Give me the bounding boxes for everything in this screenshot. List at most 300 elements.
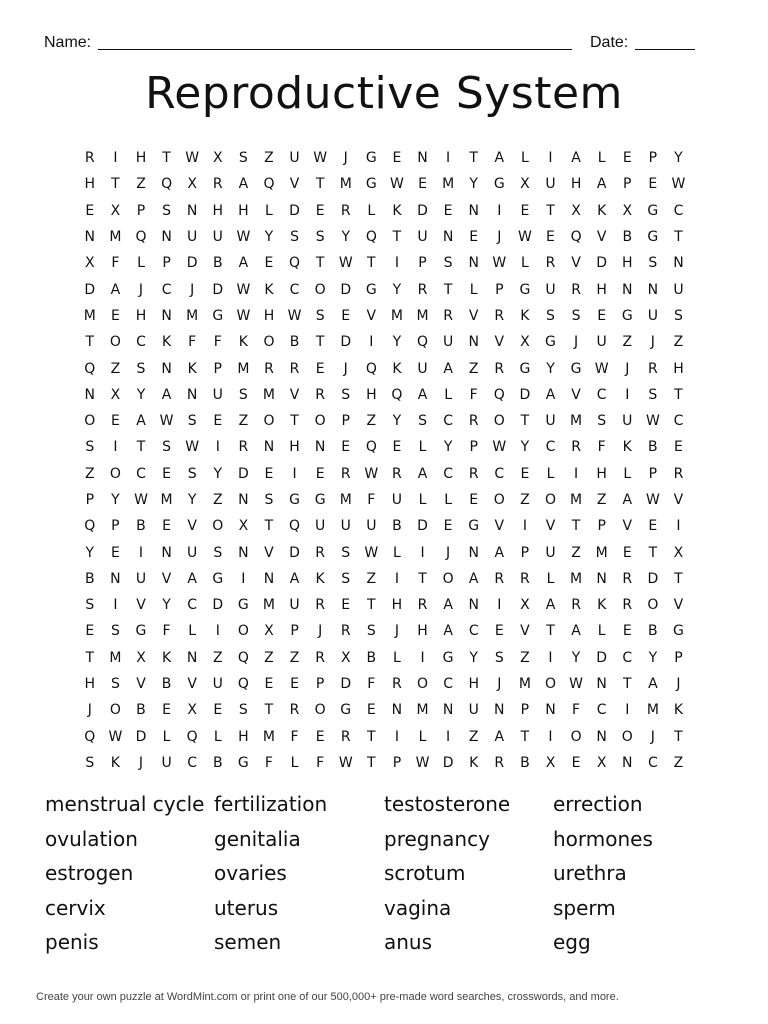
grid-letter: C — [673, 202, 684, 219]
grid-letter: P — [341, 413, 350, 430]
grid-letter: E — [494, 623, 504, 640]
grid-letter: Q — [289, 255, 301, 272]
grid-letter: Q — [161, 176, 173, 193]
grid-letter: R — [417, 597, 428, 614]
grid-letter: X — [340, 649, 351, 666]
grid-letter: M — [262, 728, 275, 745]
grid-letter: E — [315, 465, 325, 482]
grid-letter: P — [111, 518, 120, 535]
grid-letter: R — [468, 465, 479, 482]
grid-letter: C — [187, 754, 198, 771]
grid-letter: T — [648, 544, 658, 561]
grid-letter: I — [625, 386, 630, 403]
grid-letter: V — [520, 623, 530, 640]
grid-letter: M — [109, 229, 122, 246]
grid-row — [77, 198, 692, 224]
grid-letter: G — [647, 202, 659, 219]
grid-letter: W — [645, 413, 660, 430]
grid-letter: J — [446, 544, 451, 561]
grid-letter: Z — [366, 570, 377, 587]
grid-letter: W — [594, 360, 609, 377]
grid-letter: R — [494, 360, 505, 377]
grid-letter: G — [493, 176, 505, 193]
grid-letter: D — [596, 649, 608, 666]
grid-letter: W — [313, 150, 328, 167]
grid-letter: K — [161, 649, 172, 666]
grid-letter: D — [417, 518, 428, 535]
grid-letter: Y — [392, 413, 402, 430]
grid-letter: E — [110, 544, 120, 561]
grid-letter: Q — [84, 518, 96, 535]
grid-letter: A — [468, 570, 479, 587]
grid-letter: J — [497, 229, 502, 246]
grid-letter: E — [443, 518, 453, 535]
grid-letter: B — [136, 518, 146, 535]
grid-letter: E — [622, 544, 632, 561]
grid-letter: C — [622, 649, 633, 666]
grid-letter: C — [136, 465, 146, 482]
grid-letter: X — [520, 334, 530, 351]
grid-letter: W — [415, 754, 430, 771]
grid-letter: N — [442, 229, 454, 246]
grid-letter: I — [676, 518, 681, 535]
grid-letter: D — [417, 202, 428, 219]
grid-letter: Z — [136, 176, 146, 193]
grid-letter: K — [520, 307, 530, 324]
grid-letter: E — [290, 676, 299, 693]
grid-letter: T — [520, 413, 530, 430]
grid-letter: O — [109, 702, 121, 719]
grid-letter: H — [622, 255, 633, 272]
grid-letter: I — [138, 544, 144, 561]
grid-letter: A — [443, 623, 453, 640]
grid-letter: T — [443, 281, 453, 298]
grid-letter: P — [597, 518, 606, 535]
grid-letter: E — [315, 360, 325, 377]
grid-letter: Y — [469, 649, 478, 666]
grid-letter: L — [265, 202, 273, 219]
grid-letter: X — [622, 202, 633, 219]
grid-letter: N — [647, 281, 659, 298]
grid-letter: N — [314, 439, 326, 456]
grid-letter: W — [671, 176, 686, 193]
grid-letter: N — [161, 544, 172, 561]
grid-letter: S — [85, 754, 95, 771]
grid-letter: A — [571, 150, 581, 167]
grid-letter: E — [392, 439, 402, 456]
grid-letter: E — [85, 202, 95, 219]
grid-letter: Y — [136, 386, 146, 403]
grid-letter: O — [109, 465, 121, 482]
grid-letter: V — [136, 676, 146, 693]
grid-letter: Y — [85, 544, 95, 561]
grid-letter: G — [519, 281, 531, 298]
grid-letter: B — [212, 754, 223, 771]
grid-row — [77, 671, 692, 697]
grid-letter: M — [262, 597, 275, 614]
grid-letter: E — [418, 176, 427, 193]
grid-letter: R — [84, 150, 95, 167]
grid-letter: O — [621, 728, 633, 745]
grid-letter: J — [87, 702, 92, 719]
grid-letter: X — [110, 202, 121, 219]
grid-letter: T — [571, 518, 581, 535]
grid-letter: G — [237, 597, 249, 614]
grid-letter: O — [212, 518, 224, 535]
grid-letter: N — [186, 649, 198, 666]
grid-letter: E — [571, 754, 581, 771]
grid-letter: X — [85, 255, 95, 272]
grid-letter: U — [545, 176, 556, 193]
grid-letter: E — [264, 465, 274, 482]
grid-letter: O — [263, 413, 275, 430]
grid-letter: Y — [213, 465, 223, 482]
grid-letter: R — [545, 255, 556, 272]
grid-letter: S — [674, 307, 683, 324]
grid-letter: R — [494, 307, 505, 324]
grid-letter: N — [161, 360, 172, 377]
grid-letter: O — [109, 334, 121, 351]
grid-letter: B — [366, 649, 377, 666]
grid-letter: E — [648, 176, 658, 193]
grid-letter: Z — [673, 754, 684, 771]
grid-letter: G — [237, 754, 249, 771]
grid-letter: A — [494, 728, 505, 745]
grid-letter: Q — [391, 386, 403, 403]
grid-letter: X — [520, 176, 530, 193]
grid-row — [77, 513, 692, 539]
grid-letter: E — [469, 229, 479, 246]
grid-letter: H — [135, 307, 147, 324]
grid-letter: A — [161, 386, 172, 403]
word-list-item: estrogen — [45, 861, 134, 886]
grid-letter: Q — [263, 176, 275, 193]
grid-letter: R — [494, 754, 505, 771]
grid-letter: I — [446, 150, 451, 167]
grid-letter: S — [213, 544, 223, 561]
grid-letter: F — [290, 728, 299, 745]
word-list-item: cervix — [45, 895, 106, 920]
grid-letter: Z — [212, 649, 223, 666]
grid-letter: N — [545, 702, 556, 719]
grid-letter: E — [341, 597, 351, 614]
grid-letter: L — [213, 728, 222, 745]
grid-letter: K — [264, 281, 274, 298]
grid-letter: E — [162, 518, 171, 535]
grid-letter: P — [162, 255, 171, 272]
grid-letter: R — [443, 307, 453, 324]
grid-letter: O — [544, 676, 556, 693]
grid-letter: Z — [264, 649, 274, 666]
grid-letter: S — [110, 623, 120, 640]
grid-letter: K — [622, 439, 632, 456]
grid-letter: D — [135, 728, 147, 745]
grid-letter: T — [315, 255, 325, 272]
grid-letter: Q — [237, 676, 249, 693]
grid-letter: O — [417, 676, 429, 693]
grid-letter: Z — [673, 334, 684, 351]
grid-letter: W — [134, 492, 148, 508]
grid-letter: Z — [468, 728, 479, 745]
grid-letter: F — [111, 255, 120, 272]
grid-row — [77, 750, 692, 776]
grid-letter: V — [187, 518, 197, 535]
grid-letter: V — [494, 518, 505, 535]
grid-letter: R — [392, 465, 402, 482]
grid-letter: K — [315, 570, 325, 587]
grid-letter: O — [84, 413, 96, 430]
grid-letter: K — [597, 202, 607, 219]
grid-letter: G — [289, 492, 300, 508]
grid-letter: I — [548, 150, 553, 167]
grid-letter: L — [188, 623, 197, 640]
grid-letter: I — [497, 597, 502, 614]
grid-letter: A — [417, 386, 428, 403]
grid-letter: E — [392, 150, 402, 167]
grid-letter: G — [365, 150, 377, 167]
grid-letter: D — [340, 334, 352, 351]
grid-letter: F — [367, 676, 376, 693]
grid-row — [77, 224, 692, 250]
grid-letter: R — [647, 360, 658, 377]
grid-letter: M — [109, 649, 122, 666]
grid-letter: S — [341, 570, 351, 587]
grid-letter: R — [315, 649, 325, 666]
grid-letter: J — [676, 676, 681, 693]
grid-letter: R — [571, 439, 581, 456]
grid-letter: R — [289, 702, 300, 719]
grid-letter: I — [497, 202, 502, 219]
grid-letter: I — [394, 255, 399, 272]
grid-letter: N — [596, 570, 607, 587]
grid-letter: C — [443, 465, 453, 482]
grid-letter: I — [369, 334, 374, 351]
grid-letter: M — [339, 492, 352, 508]
grid-letter: Y — [571, 649, 581, 666]
grid-letter: N — [417, 150, 428, 167]
grid-letter: R — [622, 570, 633, 587]
grid-letter: W — [517, 229, 532, 246]
grid-letter: U — [417, 229, 428, 246]
grid-letter: A — [596, 176, 607, 193]
grid-letter: W — [185, 150, 200, 167]
grid-letter: R — [673, 465, 684, 482]
grid-letter: P — [520, 702, 530, 719]
grid-row — [77, 461, 692, 487]
grid-letter: W — [492, 255, 507, 272]
grid-letter: K — [187, 360, 197, 377]
grid-letter: D — [289, 544, 300, 561]
grid-letter: Y — [648, 649, 658, 666]
grid-letter: R — [315, 386, 325, 403]
grid-letter: W — [492, 439, 507, 456]
grid-letter: K — [469, 754, 479, 771]
grid-letter: N — [673, 255, 684, 272]
grid-letter: D — [237, 465, 249, 482]
grid-letter: I — [420, 649, 425, 666]
grid-letter: P — [290, 623, 299, 640]
grid-letter: B — [648, 623, 658, 640]
grid-letter: P — [520, 544, 530, 561]
grid-row — [77, 697, 692, 723]
grid-letter: T — [136, 439, 146, 456]
grid-letter: P — [674, 649, 683, 666]
grid-letter: P — [85, 492, 95, 508]
grid-letter: G — [673, 623, 684, 640]
grid-letter: F — [264, 754, 273, 771]
grid-letter: B — [289, 334, 300, 351]
grid-letter: M — [646, 702, 659, 719]
grid-letter: N — [622, 754, 633, 771]
grid-letter: W — [645, 492, 660, 508]
grid-letter: N — [161, 307, 172, 324]
grid-letter: A — [417, 465, 428, 482]
grid-letter: Q — [84, 360, 96, 377]
grid-letter: E — [213, 702, 223, 719]
grid-letter: I — [522, 518, 527, 535]
grid-letter: I — [446, 728, 451, 745]
grid-letter: N — [263, 439, 275, 456]
grid-letter: I — [548, 649, 553, 666]
grid-letter: Z — [238, 413, 249, 430]
grid-letter: L — [162, 728, 171, 745]
grid-letter: S — [85, 597, 95, 614]
grid-letter: S — [136, 360, 146, 377]
grid-letter: Q — [570, 229, 582, 246]
grid-letter: N — [238, 492, 249, 508]
grid-letter: E — [315, 728, 325, 745]
grid-letter: N — [161, 229, 172, 246]
grid-letter: Y — [264, 229, 274, 246]
grid-letter: C — [673, 413, 684, 430]
grid-letter: T — [85, 649, 95, 666]
grid-letter: W — [236, 229, 251, 246]
grid-letter: Q — [493, 386, 505, 403]
grid-letter: S — [341, 386, 351, 403]
grid-row — [77, 329, 692, 355]
grid-letter: M — [442, 176, 455, 193]
grid-letter: H — [391, 597, 403, 614]
grid-letter: L — [418, 439, 427, 456]
grid-row — [77, 724, 692, 750]
grid-letter: Q — [186, 728, 198, 745]
grid-letter: R — [392, 676, 402, 693]
word-list-item: penis — [45, 930, 99, 955]
grid-letter: J — [650, 728, 655, 745]
word-list-item: egg — [553, 930, 591, 955]
grid-letter: V — [468, 307, 479, 324]
grid-letter: S — [315, 229, 325, 246]
grid-letter: U — [391, 492, 403, 508]
grid-letter: U — [161, 754, 172, 771]
grid-letter: U — [212, 229, 223, 246]
grid-letter: S — [571, 307, 581, 324]
grid-letter: U — [545, 413, 556, 430]
grid-row — [77, 434, 692, 460]
grid-letter: H — [84, 176, 96, 193]
name-label: Name: — [44, 34, 92, 51]
grid-letter: M — [570, 413, 583, 430]
grid-letter: D — [84, 281, 96, 298]
grid-letter: V — [571, 255, 581, 272]
grid-letter: X — [673, 544, 684, 561]
grid-letter: B — [648, 439, 658, 456]
grid-letter: C — [443, 413, 453, 430]
grid-letter: I — [241, 570, 246, 587]
grid-letter: E — [648, 518, 658, 535]
grid-letter: A — [545, 597, 556, 614]
grid-letter: V — [596, 229, 607, 246]
grid-letter: B — [392, 518, 402, 535]
grid-letter: L — [444, 386, 453, 403]
grid-letter: U — [366, 518, 377, 535]
grid-letter: D — [289, 202, 300, 219]
word-list-item: anus — [384, 930, 433, 955]
grid-letter: U — [545, 281, 556, 298]
word-list-item: hormones — [553, 826, 653, 851]
grid-letter: G — [135, 623, 147, 640]
grid-letter: L — [520, 150, 529, 167]
grid-letter: Q — [365, 229, 377, 246]
grid-letter: N — [84, 229, 96, 246]
grid-letter: I — [574, 465, 579, 482]
grid-letter: U — [289, 597, 300, 614]
grid-letter: E — [85, 623, 95, 640]
grid-row — [77, 250, 692, 276]
grid-letter: A — [136, 413, 146, 430]
grid-letter: I — [420, 544, 425, 561]
grid-letter: E — [469, 492, 479, 508]
grid-letter: C — [468, 623, 479, 640]
grid-letter: R — [315, 597, 325, 614]
grid-letter: V — [673, 492, 684, 508]
grid-letter: K — [110, 754, 120, 771]
grid-row — [77, 592, 692, 618]
grid-letter: A — [545, 386, 556, 403]
grid-letter: L — [137, 255, 145, 272]
grid-letter: L — [597, 623, 606, 640]
grid-letter: V — [161, 570, 172, 587]
grid-letter: D — [647, 570, 659, 587]
grid-letter: T — [367, 597, 376, 614]
grid-letter: L — [444, 492, 453, 508]
grid-letter: D — [340, 676, 352, 693]
grid-letter: S — [238, 702, 248, 719]
grid-letter: S — [494, 649, 504, 666]
grid-letter: U — [673, 281, 684, 298]
grid-letter: D — [442, 754, 454, 771]
grid-letter: H — [238, 202, 249, 219]
grid-letter: X — [520, 597, 530, 614]
grid-letter: W — [338, 255, 353, 272]
page-title: Reproductive System — [145, 68, 623, 119]
grid-letter: I — [625, 702, 630, 719]
word-list-item: pregnancy — [384, 826, 490, 851]
grid-letter: N — [596, 728, 607, 745]
grid-letter: S — [264, 492, 274, 508]
grid-letter: E — [622, 623, 632, 640]
grid-letter: T — [546, 202, 555, 219]
grid-letter: X — [187, 176, 197, 193]
grid-letter: T — [392, 229, 402, 246]
grid-letter: C — [596, 386, 607, 403]
word-search-grid — [77, 145, 692, 776]
grid-letter: N — [468, 597, 479, 614]
grid-letter: U — [442, 334, 454, 351]
grid-letter: G — [570, 360, 582, 377]
grid-letter: B — [212, 255, 223, 272]
grid-letter: S — [162, 202, 172, 219]
